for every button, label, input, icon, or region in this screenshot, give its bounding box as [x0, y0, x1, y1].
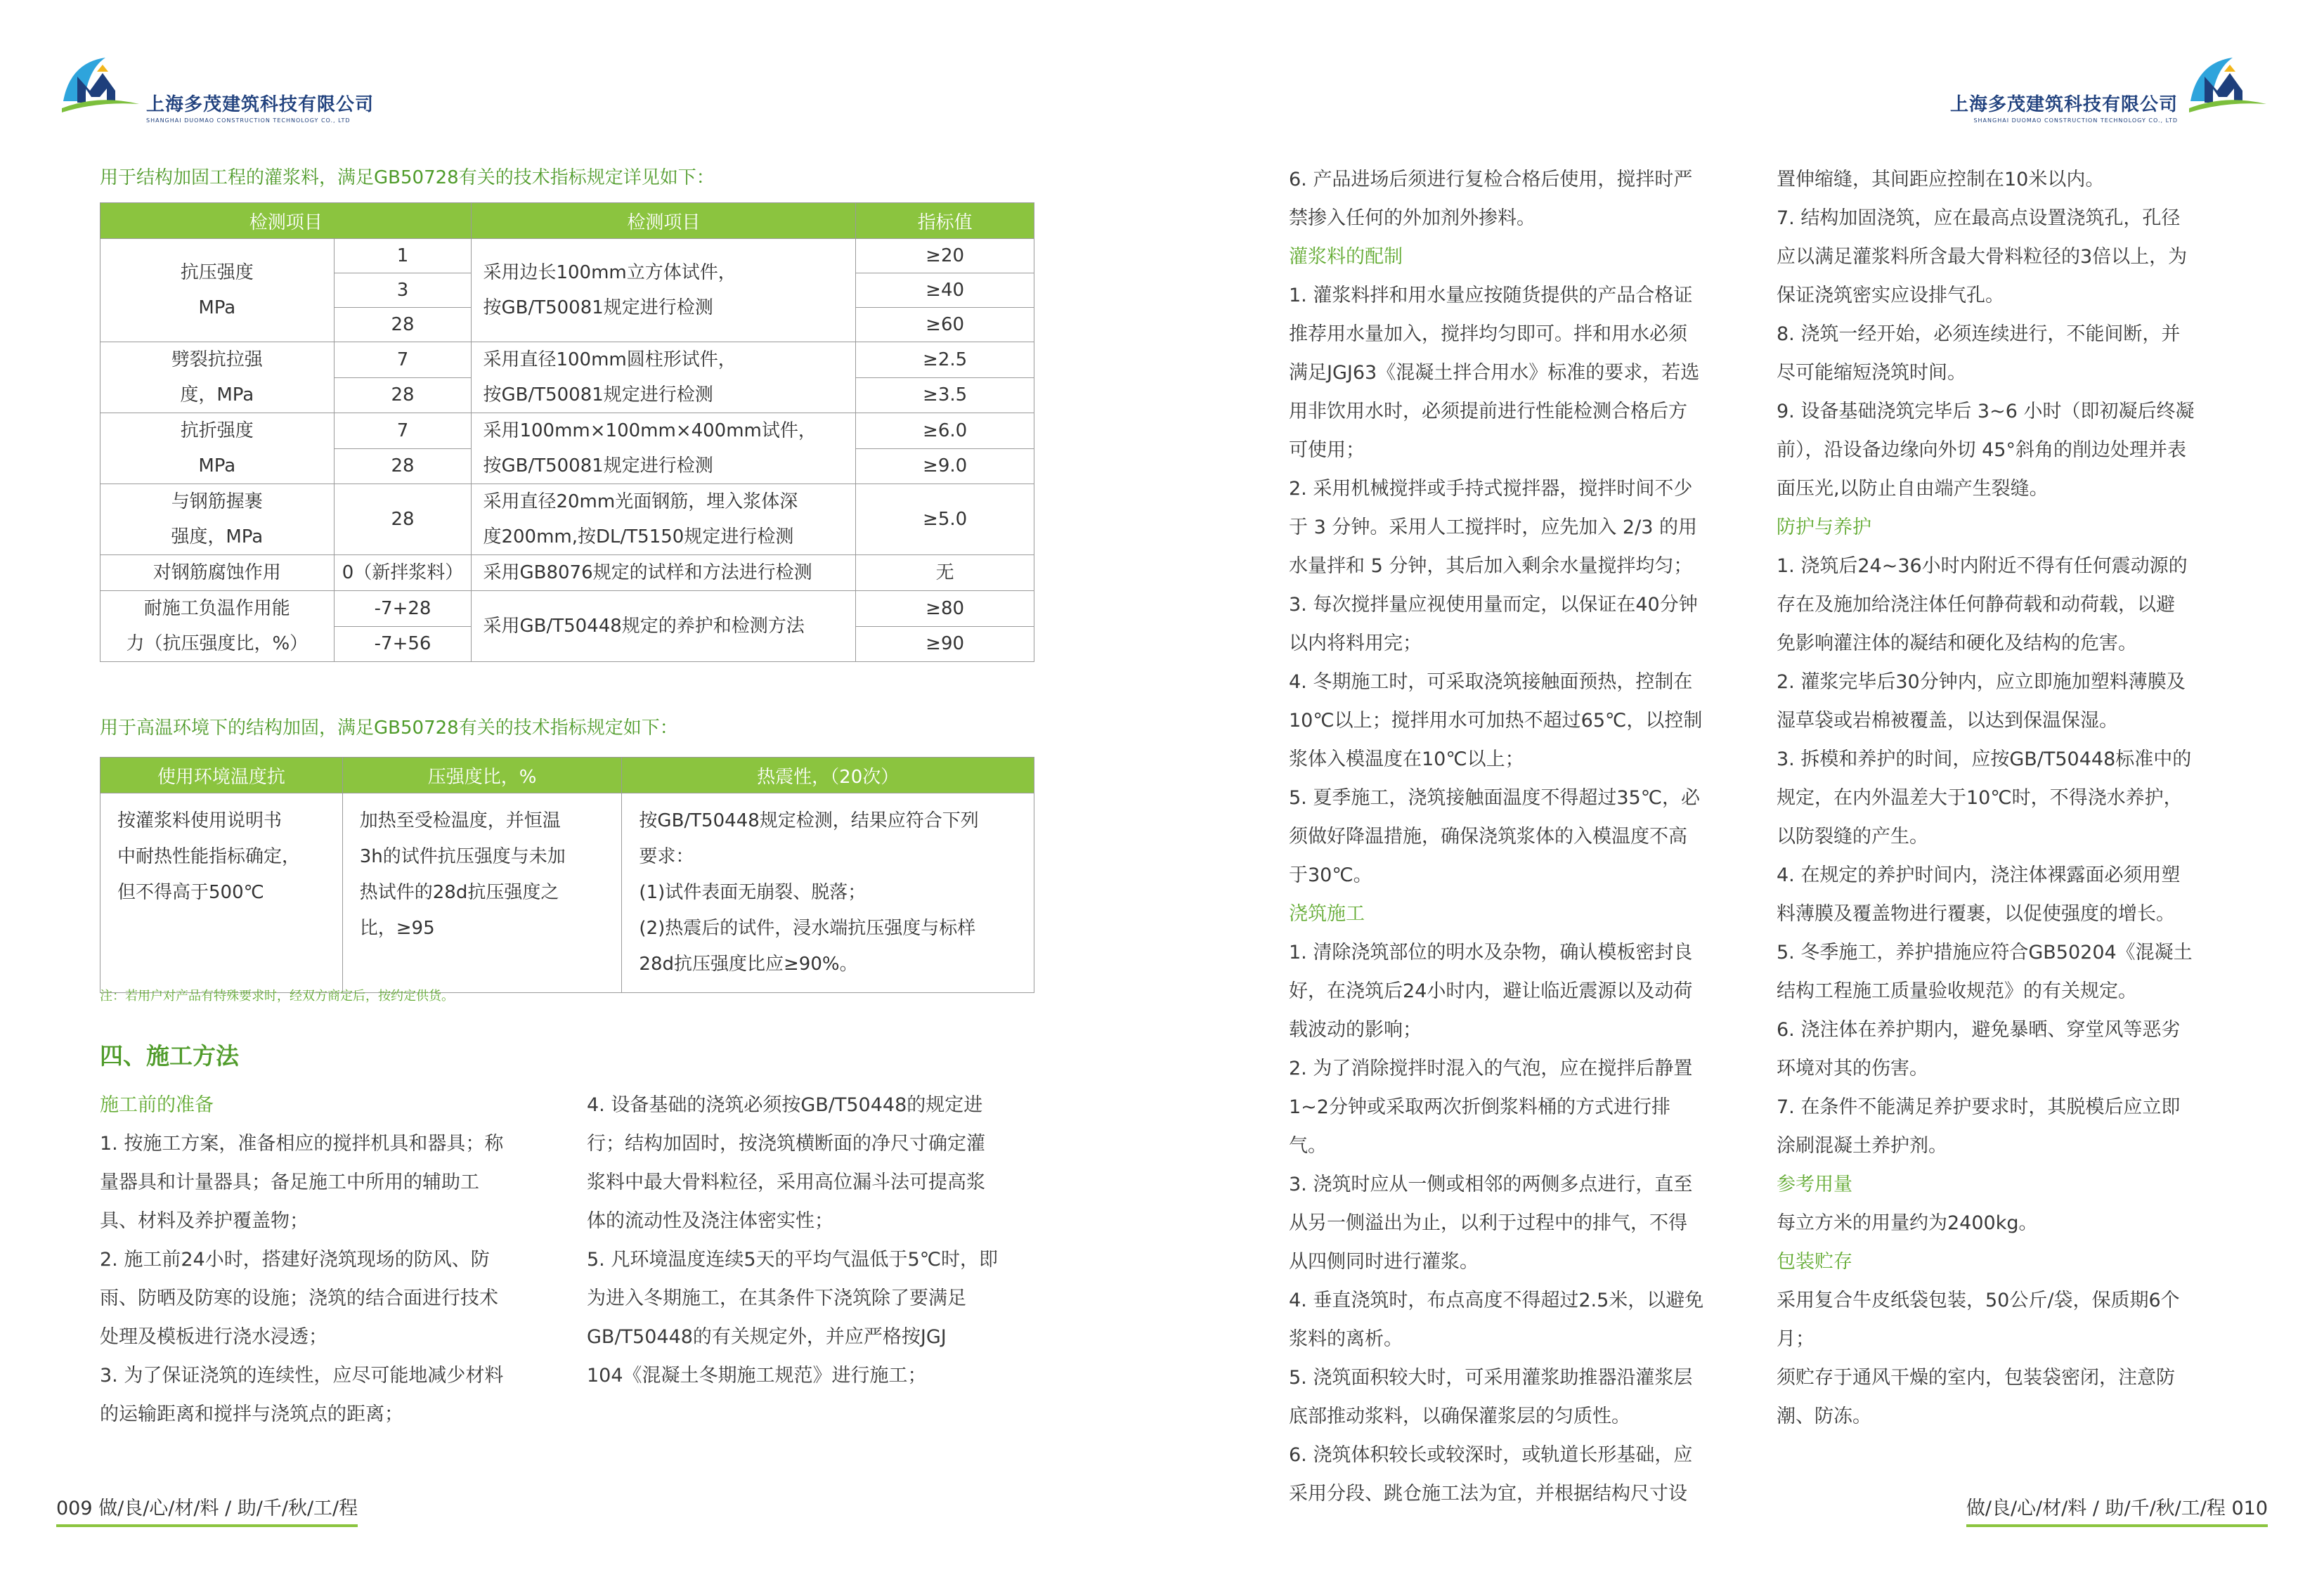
text-line: 体的流动性及浇注体密实性； [587, 1210, 833, 1232]
table-header: 检测项目 [100, 203, 472, 239]
text-line: 好，在浇筑后24小时内，避让临近震源以及动荷 [1289, 980, 1693, 1002]
age-cell: 28 [334, 448, 472, 484]
method-cell: 采用GB/T50448规定的养护和检测方法 [472, 591, 856, 662]
text-line: 采用分段、跳仓施工法为宜，并根据结构尺寸设 [1289, 1483, 1687, 1505]
text-line: 保证浇筑密实应设排气孔。 [1777, 285, 2004, 306]
subsection-heading: 浇筑施工 [1289, 903, 1365, 925]
text-line: 6. 产品进场后须进行复检合格后使用，搅拌时严 [1289, 169, 1693, 190]
table-header: 使用环境温度抗 [100, 758, 343, 793]
text-line: 底部推动浆料，以确保灌浆层的匀质性。 [1289, 1406, 1630, 1427]
age-cell: 7 [334, 342, 472, 378]
footer-underline [1966, 1524, 2268, 1527]
value-cell: ≥2.5 [856, 342, 1034, 378]
row-label-split: 劈裂抗拉强 度，MPa [100, 342, 335, 413]
text-line: 浆料中最大骨料粒径，采用高位漏斗法可提高浆 [587, 1172, 985, 1193]
text-line: 以内将料用完； [1289, 632, 1422, 654]
right-text-column-2 [1777, 160, 2233, 1436]
text-line: 用非饮用水时，必须提前进行性能检测合格后方 [1289, 401, 1687, 422]
text-line: 3. 为了保证浇筑的连续性，应尽可能地减少材料 [100, 1365, 504, 1387]
text-line: 每立方米的用量约为2400kg。 [1777, 1212, 2038, 1234]
text-line: 从另一侧溢出为止，以利于过程中的排气，不得 [1289, 1212, 1687, 1234]
text-line: 6. 浇筑体积较长或较深时，或轨道长形基础，应 [1289, 1444, 1693, 1466]
row-label-bond: 与钢筋握裹 强度，MPa [100, 484, 335, 555]
logo-mark-icon [56, 52, 141, 115]
text-line: 采用复合牛皮纸袋包装，50公斤/袋，保质期6个 [1777, 1290, 2180, 1311]
text-line: 推荐用水量加入，搅拌均匀即可。拌和用水必须 [1289, 323, 1687, 345]
age-cell: 3 [334, 273, 472, 308]
table-row [100, 413, 1034, 449]
text-line: 4. 设备基础的浇筑必须按GB/T50448的规定进 [587, 1094, 983, 1116]
value-cell: ≥90 [856, 626, 1034, 662]
age-cell: 7 [334, 413, 472, 449]
table-row [100, 342, 1034, 378]
text-line: 2. 采用机械搅拌或手持式搅拌器，搅拌时间不少 [1289, 478, 1693, 500]
text-line: 4. 垂直浇筑时，布点高度不得超过2.5米，以避免 [1289, 1290, 1704, 1311]
value-cell: ≥9.0 [856, 448, 1034, 484]
logo-mark-icon [2183, 52, 2268, 115]
text-line: 3. 拆模和养护的时间，应按GB/T50448标准中的 [1777, 748, 2192, 770]
age-cell: 1 [334, 239, 472, 273]
text-line: 应以满足灌浆料所含最大骨料粒径的3倍以上，为 [1777, 246, 2188, 268]
text-line: 面压光,以防止自由端产生裂缝。 [1777, 478, 2049, 500]
method-cell: 采用直径20mm光面钢筋，埋入浆体深 度200mm,按DL/T5150规定进行检测 [472, 484, 856, 555]
value-cell: ≥6.0 [856, 413, 1034, 449]
table-row [100, 555, 1034, 591]
text-line: 气。 [1289, 1135, 1327, 1157]
text-line: 7. 结构加固浇筑，应在最高点设置浇筑孔，孔径 [1777, 207, 2181, 229]
age-cell: -7+28 [334, 591, 472, 627]
table-row [100, 591, 1034, 627]
text-line: 潮、防冻。 [1777, 1406, 1871, 1427]
table-header: 指标值 [856, 203, 1034, 239]
value-cell: 无 [856, 555, 1034, 591]
value-cell: ≥80 [856, 591, 1034, 627]
page-footer-right [1966, 1493, 2268, 1527]
subsection-heading: 防护与养护 [1777, 517, 1871, 538]
text-line: 存在及施加给浇注体任何静荷载和动荷载，以避 [1777, 594, 2175, 616]
text-line: 5. 凡环境温度连续5天的平均气温低于5℃时，即 [587, 1249, 999, 1271]
text-line: 量器具和计量器具；备足施工中所用的辅助工 [100, 1172, 479, 1193]
left-text-column-1 [100, 1086, 557, 1434]
text-line: 结构工程施工质量验收规范》的有关规定。 [1777, 980, 2137, 1002]
text-line: 湿草袋或岩棉被覆盖，以达到保温保湿。 [1777, 710, 2118, 732]
text-line: 载波动的影响； [1289, 1019, 1422, 1041]
text-line: 3. 每次搅拌量应视使用量而定，以保证在40分钟 [1289, 594, 1698, 616]
text-line: 5. 夏季施工，浇筑接触面温度不得超过35℃，必 [1289, 787, 1701, 809]
table1-intro: 用于结构加固工程的灌浆料，满足GB50728有关的技术指标规定详见如下： [100, 167, 715, 188]
row-label-corrosion: 对钢筋腐蚀作用 [100, 555, 335, 591]
text-line: 月； [1777, 1328, 1815, 1350]
table-note: 注：若用户对产品有特殊要求时，经双方商定后，按约定供货。 [100, 989, 454, 1004]
company-name-en: SHANGHAI DUOMAO CONSTRUCTION TECHNOLOGY CO., LTD [146, 117, 351, 124]
text-line: 具、材料及养护覆盖物； [100, 1210, 309, 1232]
spec-table-1 [100, 202, 1034, 662]
age-cell: 28 [334, 377, 472, 413]
method-cell: 采用GB8076规定的试样和方法进行检测 [472, 555, 856, 591]
age-cell: 0（新拌浆料） [334, 555, 472, 591]
text-line: 6. 浇注体在养护期内，避免暴晒、穿堂风等恶劣 [1777, 1019, 2181, 1041]
text-line: 雨、防晒及防寒的设施；浇筑的结合面进行技术 [100, 1287, 498, 1309]
text-line: 须贮存于通风干燥的室内，包装袋密闭，注意防 [1777, 1367, 2175, 1389]
value-cell: ≥40 [856, 273, 1034, 308]
text-line: 浆体入模温度在10℃以上； [1289, 748, 1524, 770]
company-name-cn: 上海多茂建筑科技有限公司 [146, 94, 375, 115]
text-line: 免影响灌注体的凝结和硬化及结构的危害。 [1777, 632, 2137, 654]
text-line: 4. 冬期施工时，可采取浇筑接触面预热，控制在 [1289, 671, 1693, 693]
text-line: 前），沿设备边缘向外切 45°斜角的削边处理并表 [1777, 439, 2186, 461]
table-row [100, 239, 1034, 273]
text-line: 5. 冬季施工，养护措施应符合GB50204《混凝土 [1777, 942, 2193, 963]
text-line: 以防裂缝的产生。 [1777, 826, 1928, 848]
age-cell: 28 [334, 484, 472, 555]
text-line: 于30℃。 [1289, 864, 1372, 886]
subsection-heading: 参考用量 [1777, 1174, 1852, 1195]
company-name-cn: 上海多茂建筑科技有限公司 [1949, 94, 2178, 115]
text-line: 尽可能缩短浇筑时间。 [1777, 362, 1966, 384]
table-row [100, 793, 1034, 993]
text-line: 1. 按施工方案，准备相应的搅拌机具和器具；称 [100, 1133, 504, 1155]
footer-text: 做/良/心/材/料 / 助/千/秋/工/程 010 [1966, 1498, 2268, 1519]
right-page [1162, 0, 2324, 1577]
text-line: 7. 在条件不能满足养护要求时，其脱模后应立即 [1777, 1096, 2181, 1118]
text-line: GB/T50448的有关规定外，并应严格按JGJ [587, 1326, 947, 1348]
page-footer-left [56, 1493, 358, 1527]
section-title: 四、施工方法 [100, 1042, 239, 1070]
row-label-compressive: 抗压强度 MPa [100, 239, 335, 342]
method-cell: 采用边长100mm立方体试件， 按GB/T50081规定进行检测 [472, 239, 856, 342]
table-row [100, 484, 1034, 555]
text-line: 10℃以上；搅拌用水可加热不超过65℃，以控制 [1289, 710, 1703, 732]
table-header: 热震性，（20次） [622, 758, 1034, 793]
value-cell: ≥3.5 [856, 377, 1034, 413]
right-text-column-1 [1289, 160, 1746, 1513]
value-cell: ≥60 [856, 308, 1034, 342]
spec-table-2 [100, 757, 1034, 993]
text-line: 环境对其的伤害。 [1777, 1058, 1928, 1079]
value-cell: ≥20 [856, 239, 1034, 273]
strength-ratio-cell: 加热至受检温度，并恒温 3h的试件抗压强度与未加 热试件的28d抗压强度之 比，≥95 [342, 793, 622, 993]
text-line: 1. 浇筑后24~36小时内附近不得有任何震动源的 [1777, 555, 2188, 577]
text-line: 料薄膜及覆盖物进行覆裹，以促使强度的增长。 [1777, 903, 2175, 925]
text-line: 处理及模板进行浇水浸透； [100, 1326, 327, 1348]
text-line: 置伸缩缝，其间距应控制在10米以内。 [1777, 169, 2105, 190]
text-line: 1~2分钟或采取两次折倒浆料桶的方式进行排 [1289, 1096, 1670, 1118]
text-line: 可使用； [1289, 439, 1365, 461]
text-line: 涂刷混凝土养护剂。 [1777, 1135, 1947, 1157]
footer-text: 009 做/良/心/材/料 / 助/千/秋/工/程 [56, 1498, 358, 1519]
age-cell: 28 [334, 308, 472, 342]
text-line: 1. 清除浇筑部位的明水及杂物，确认模板密封良 [1289, 942, 1693, 963]
text-line: 5. 浇筑面积较大时，可采用灌浆助推器沿灌浆层 [1289, 1367, 1693, 1389]
left-text-column-2 [587, 1086, 1044, 1395]
company-name-en: SHANGHAI DUOMAO CONSTRUCTION TECHNOLOGY CO., LTD [1973, 117, 2178, 124]
table-header: 压强度比，% [342, 758, 622, 793]
text-line: 2. 为了消除搅拌时混入的气泡，应在搅拌后静置 [1289, 1058, 1693, 1079]
thermal-shock-cell: 按GB/T50448规定检测，结果应符合下列 要求： (1)试件表面无崩裂、脱落； (2)热震后的试件，浸水端抗压强度与标样 28d抗压强度比应≥90%。 [622, 793, 1034, 993]
logo-text [146, 90, 374, 124]
table-header-row [100, 758, 1034, 793]
text-line: 从四侧同时进行灌浆。 [1289, 1251, 1479, 1273]
temperature-cell: 按灌浆料使用说明书 中耐热性能指标确定， 但不得高于500℃ [100, 793, 343, 993]
text-line: 水量拌和 5 分钟，其后加入剩余水量搅拌均匀； [1289, 555, 1693, 577]
text-line: 9. 设备基础浇筑完毕后 3~6 小时（即初凝后终凝 [1777, 401, 2195, 422]
method-cell: 采用直径100mm圆柱形试件， 按GB/T50081规定进行检测 [472, 342, 856, 413]
text-line: 2. 施工前24小时，搭建好浇筑现场的防风、防 [100, 1249, 490, 1271]
text-line: 须做好降温措施，确保浇筑浆体的入模温度不高 [1289, 826, 1687, 848]
value-cell: ≥5.0 [856, 484, 1034, 555]
row-label-negative: 耐施工负温作用能 力（抗压强度比，%） [100, 591, 335, 662]
text-line: 1. 灌浆料拌和用水量应按随货提供的产品合格证 [1289, 285, 1693, 306]
text-line: 禁掺入任何的外加剂外掺料。 [1289, 207, 1536, 229]
subsection-heading: 施工前的准备 [100, 1094, 214, 1116]
text-line: 4. 在规定的养护时间内，浇注体裸露面必须用塑 [1777, 864, 2181, 886]
text-line: 3. 浇筑时应从一侧或相邻的两侧多点进行，直至 [1289, 1174, 1693, 1195]
text-line: 规定，在内外温差大于10℃时，不得浇水养护， [1777, 787, 2183, 809]
text-line: 的运输距离和搅拌与浇筑点的距离； [100, 1403, 403, 1425]
subsection-heading: 灌浆料的配制 [1289, 246, 1403, 268]
footer-underline [56, 1524, 358, 1527]
logo-text [1950, 90, 2178, 124]
method-cell: 采用100mm×100mm×400mm试件， 按GB/T50081规定进行检测 [472, 413, 856, 484]
text-line: 行；结构加固时，按浇筑横断面的净尺寸确定灌 [587, 1133, 985, 1155]
age-cell: -7+56 [334, 626, 472, 662]
table-header-row [100, 203, 1034, 239]
row-label-flexural: 抗折强度 MPa [100, 413, 335, 484]
text-line: 于 3 分钟。采用人工搅拌时，应先加入 2/3 的用 [1289, 517, 1697, 538]
text-line: 满足JGJ63《混凝土拌合用水》标准的要求，若选 [1289, 362, 1700, 384]
text-line: 8. 浇筑一经开始，必须连续进行，不能间断，并 [1777, 323, 2181, 345]
text-line: 为进入冬期施工，在其条件下浇筑除了要满足 [587, 1287, 966, 1309]
text-line: 浆料的离析。 [1289, 1328, 1403, 1350]
table-header: 检测项目 [472, 203, 856, 239]
table2-intro: 用于高温环境下的结构加固，满足GB50728有关的技术指标规定如下： [100, 718, 678, 739]
text-line: 2. 灌浆完毕后30分钟内，应立即施加塑料薄膜及 [1777, 671, 2186, 693]
text-line: 104《混凝土冬期施工规范》进行施工； [587, 1365, 927, 1387]
subsection-heading: 包装贮存 [1777, 1251, 1852, 1273]
